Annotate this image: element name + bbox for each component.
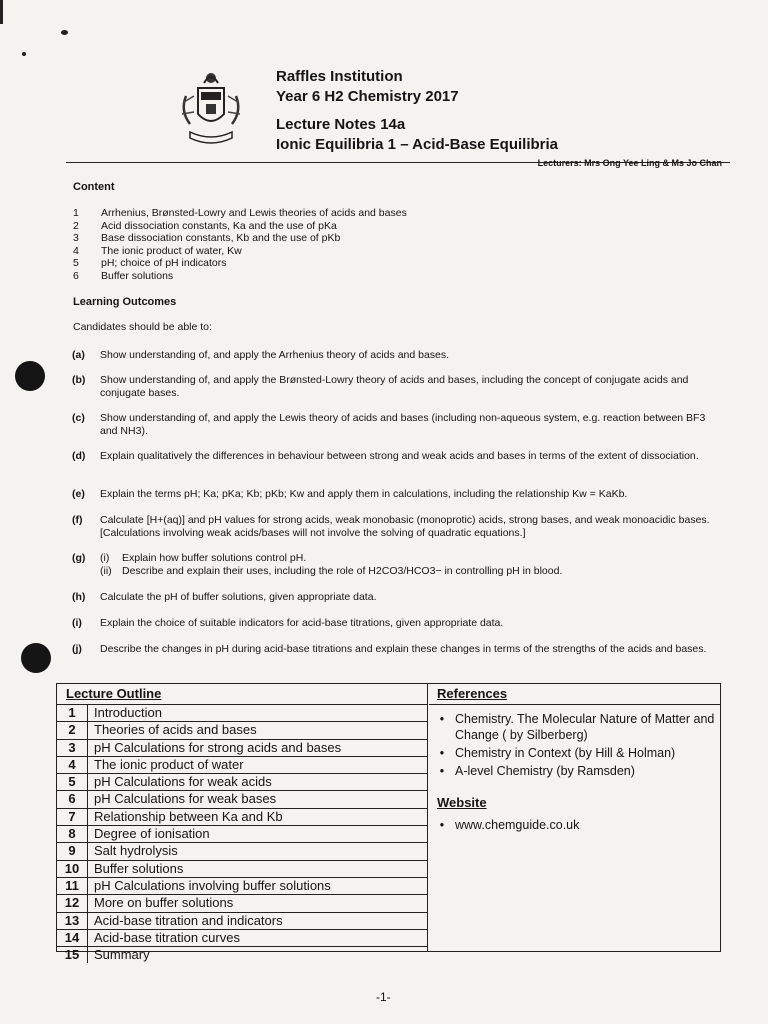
outcome-d: (d) Explain qualitatively the differences in behaviour between strong and weak acids and bases in terms of the extent of dissociation. xyxy=(72,450,699,462)
scan-speck xyxy=(0,0,3,24)
table-row: 9 Salt hydrolysis xyxy=(57,843,427,860)
header-rule xyxy=(66,162,730,163)
references-list xyxy=(429,711,720,779)
list-item: 4 The ionic product of water, Kw xyxy=(73,244,242,257)
scan-speck xyxy=(22,52,26,56)
outcome-b: (b) Show understanding of, and apply the Brønsted-Lowry theory of acids and bases, including the concept of conjugate acids and conjugate bases. xyxy=(72,374,689,399)
lecturers-line: Lecturers: Mrs Ong Yee Ling & Ms Jo Chan xyxy=(537,158,722,168)
institution-name: Raffles Institution xyxy=(276,68,403,85)
list-item: • Chemistry. The Molecular Nature of Matter and Change ( by Silberberg) xyxy=(439,712,715,742)
outcome-f: (f) Calculate [H+(aq)] and pH values for strong acids, weak monobasic (monoprotic) acids, strong bases, and weak monoacidic bases. [Calculations involving weak acids/bases will not involve the solving of quadratic equations.] xyxy=(72,514,710,539)
table-row: 11 pH Calculations involving buffer solutions xyxy=(57,878,427,895)
list-item: 5 pH; choice of pH indicators xyxy=(73,257,227,270)
page-number: -1- xyxy=(376,990,391,1004)
lecture-title: Lecture Notes 14a xyxy=(276,116,406,133)
table-row: 7 Relationship between Ka and Kb xyxy=(57,809,427,826)
binder-hole-bottom xyxy=(21,643,51,673)
outcome-h: (h) Calculate the pH of buffer solutions, given appropriate data. xyxy=(72,591,377,603)
outcome-e: (e) Explain the terms pH; Ka; pKa; Kb; pKb; Kw and apply them in calculations, including the relationship Kw = KaKb. xyxy=(72,488,628,500)
content-list xyxy=(73,207,407,283)
outcome-g-ii: (ii) Describe and explain their uses, including the role of H2CO3/HCO3− in controlling pH in blood. xyxy=(100,564,563,577)
list-item: 2 Acid dissociation constants, Ka and the use of pKa xyxy=(73,219,337,232)
list-item: • A-level Chemistry (by Ramsden) xyxy=(439,764,635,778)
list-item: 6 Buffer solutions xyxy=(73,269,174,282)
lecture-outline-heading: Lecture Outline xyxy=(57,684,427,705)
references-column xyxy=(429,684,720,951)
course-title: Year 6 H2 Chemistry 2017 xyxy=(276,88,459,105)
list-item: • www.chemguide.co.uk xyxy=(439,818,580,832)
outcome-a: (a) Show understanding of, and apply the Arrhenius theory of acids and bases. xyxy=(72,349,450,361)
outcome-i: (i) Explain the choice of suitable indicators for acid-base titrations, given appropriate data. xyxy=(72,617,504,629)
outcome-g: (g) (i) Explain how buffer solutions control pH. (ii) Describe and explain their uses, including the role of H2CO3/HCO3− in controlling pH in blood. xyxy=(72,552,722,577)
table-row: 5 pH Calculations for weak acids xyxy=(57,774,427,791)
outcome-g-i: (i) Explain how buffer solutions control pH. xyxy=(100,552,307,564)
table-row: 10 Buffer solutions xyxy=(57,861,427,878)
table-row: 4 The ionic product of water xyxy=(57,757,427,774)
list-item: 1 Arrhenius, Brønsted-Lowry and Lewis theories of acids and bases xyxy=(73,207,407,219)
table-row: 15 Summary xyxy=(57,947,427,963)
learning-outcomes-intro: Candidates should be able to: xyxy=(73,321,212,333)
website-heading: Website xyxy=(437,795,487,810)
lecture-outline-table xyxy=(56,683,721,963)
references-heading: References xyxy=(429,684,720,705)
table-row: 2 Theories of acids and bases xyxy=(57,722,427,739)
list-item: • Chemistry in Context (by Hill & Holman) xyxy=(439,746,676,760)
table-row: 12 More on buffer solutions xyxy=(57,895,427,912)
table-row: 6 pH Calculations for weak bases xyxy=(57,791,427,808)
list-item: 3 Base dissociation constants, Kb and the use of pKb xyxy=(73,232,341,245)
binder-hole-top xyxy=(15,361,45,391)
table-row: 3 pH Calculations for strong acids and bases xyxy=(57,740,427,757)
lecture-outline-column xyxy=(57,684,428,963)
table-row: 1 Introduction xyxy=(57,705,427,722)
content-heading: Content xyxy=(73,181,115,193)
outcome-c: (c) Show understanding of, and apply the Lewis theory of acids and bases (including non-aqueous system, e.g. reaction between BF3 and NH3). xyxy=(72,412,706,437)
table-row: 13 Acid-base titration and indicators xyxy=(57,913,427,930)
learning-outcomes-heading: Learning Outcomes xyxy=(73,296,177,308)
school-crest-logo xyxy=(176,66,246,150)
scan-speck xyxy=(61,30,68,35)
website-list xyxy=(429,818,720,832)
topic-title: Ionic Equilibria 1 – Acid-Base Equilibria xyxy=(276,136,559,153)
table-row: 14 Acid-base titration curves xyxy=(57,930,427,947)
outcome-j: (j) Describe the changes in pH during acid-base titrations and explain these changes in terms of the strengths of the acids and bases. xyxy=(72,643,707,655)
table-row: 8 Degree of ionisation xyxy=(57,826,427,843)
